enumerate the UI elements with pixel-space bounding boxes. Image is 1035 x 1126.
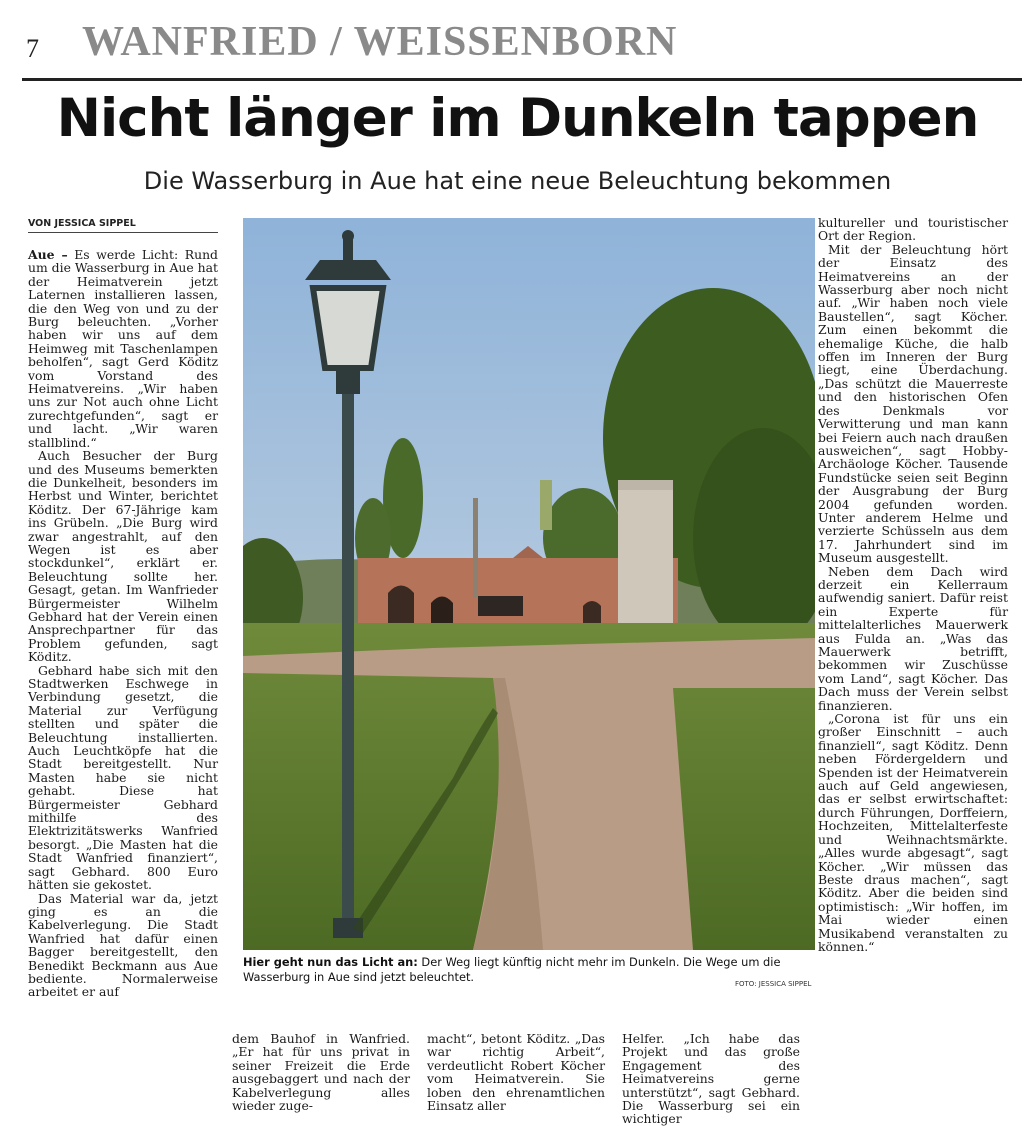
column-4: Helfer. „Ich habe das Projekt und das große Engagement des Heimatvereins gerne unterstützt“, sagt Gebhard. Die Wasserburg sei ein wichtiger: [622, 1031, 800, 1126]
paragraph: Neben dem Dach wird derzeit ein Kellerraum aufwendig saniert. Dafür reist ein Experte für mittelalterliches Mauerwerk aus Fulda an. „Was das Mauerwerk betrifft, bekommen wir Zuschüsse vom Land“, sagt Köcher. Das Dach muss der Verein selbst finanzieren.: [818, 563, 1008, 713]
column-2: dem Bauhof in Wanfried. „Er hat für uns privat in seiner Freizeit die Erde ausgebaggert und nach der Kabelverlegung alles wieder zuge-: [232, 1031, 410, 1114]
paragraph: „Corona ist für uns ein großer Einschnitt – auch finanziell“, sagt Köditz. Denn neben Fördergeldern und Spenden ist der Heimatverein auch auf Geld angewiesen, das er selbst erwirtschaftet: durch Führungen, Dorffeiern, Hochzeiten, Mittelalterfeste und Weihnachtsmärkte. „Alles wurde abgesagt“, sagt Köcher. „Wir müssen das Beste draus machen“, sagt Köditz. Aber die beiden sind optimistisch: „Wir hoffen, im Mai wieder einen Musikabend veranstalten zu können.“: [818, 711, 1008, 954]
byline: VON JESSICA SIPPEL: [28, 218, 136, 229]
caption-lead: Hier geht nun das Licht an:: [243, 955, 418, 969]
dateline: Aue –: [28, 247, 68, 262]
caption-text: Der Weg liegt künftig nicht mehr im Dunkeln. Die Wege um die Wasserburg in Aue sind jetzt beleuchtet.: [243, 955, 781, 984]
paragraph: Das Material war da, jetzt ging es an die Kabelverlegung. Die Stadt Wanfried hat dafür einen Bagger bereitgestellt, den Benedikt Beckmann aus Aue bediente. Normalerweise arbeitet er auf: [28, 890, 218, 1000]
photo-caption: [243, 955, 815, 985]
paragraph: Mit der Beleuchtung hört der Einsatz des Heimatvereins an der Wasserburg aber noch nicht auf. „Wir haben noch viele Baustellen“, sagt Köcher. Zum einen bekommt die ehemalige Küche, die halb offen im Inneren der Burg liegt, eine Überdachung. „Das schützt die Mauerreste und den historischen Ofen des Denkmals vor Verwitterung und man kann bei Feiern auch nach draußen ausweichen“, sagt Hobby-Archäologe Köcher. Tausende Fundstücke seien seit Beginn der Ausgrabung der Burg 2004 gefunden worden. Unter anderem Helme und verzierte Schüsseln aus dem 17. Jahrhundert sind im Museum ausgestellt.: [818, 241, 1008, 566]
photo-credit: FOTO: JESSICA SIPPEL: [735, 980, 812, 988]
column-5: [818, 216, 1008, 953]
page-number: 7: [26, 34, 39, 63]
headline: Nicht länger im Dunkeln tappen: [56, 88, 979, 149]
header-rule: [22, 78, 1022, 81]
paragraph: Auch Besucher der Burg und des Museums bemerkten die Dunkelheit, besonders im Herbst und Winter, berichtet Köditz. Der 67-Jährige kam ins Grübeln. „Die Burg wird zwar angestrahlt, auf den Wegen ist es aber stockdunkel“, erklärt er. Beleuchtung sollte her. Gesagt, getan. Im Wanfrieder Bürgermeister Wilhelm Gebhard hat der Verein einen Ansprechpartner für das Problem gefunden, sagt Köditz.: [28, 448, 218, 665]
page-header: [22, 18, 1022, 72]
byline-rule: [28, 232, 218, 233]
column-1: [28, 248, 218, 999]
paragraph: kultureller und touristischer Ort der Region.: [818, 215, 1008, 244]
paragraph: [28, 248, 218, 449]
paragraph-text: Es werde Licht: Rund um die Wasserburg in Aue hat der Heimatverein jetzt Laternen installieren lassen, die den Weg von und zu der Burg beleuchten. „Vorher haben wir uns auf dem Heimweg mit Taschenlampen beholfen“, sagt Gerd Köditz vom Vorstand des Heimatvereins. „Wir haben uns zur Not auch ohne Licht zurechtgefunden“, sagt er und lacht. „Wir waren stallblind.“: [28, 247, 218, 450]
subheadline: Die Wasserburg in Aue hat eine neue Beleuchtung bekommen: [143, 167, 892, 195]
section-title: WANFRIED / WEISSENBORN: [82, 19, 678, 65]
article-photo: [243, 218, 815, 950]
paragraph: Gebhard habe sich mit den Stadtwerken Eschwege in Verbindung gesetzt, die Material zur Verfügung stellten und später die Beleuchtung installierten. Auch Leuchtköpfe hat die Stadt bereitgestellt. Nur Masten habe sie nicht gehabt. Diese hat Bürgermeister Gebhard mithilfe des Elektrizitätswerks Wanfried besorgt. „Die Masten hat die Stadt Wanfried finanziert“, sagt Gebhard. 800 Euro hätten sie gekostet.: [28, 662, 218, 893]
column-3: macht“, betont Köditz. „Das war richtig Arbeit“, verdeutlicht Robert Köcher vom Heimatverein. Sie loben den ehrenamtlichen Einsatz aller: [427, 1031, 605, 1114]
